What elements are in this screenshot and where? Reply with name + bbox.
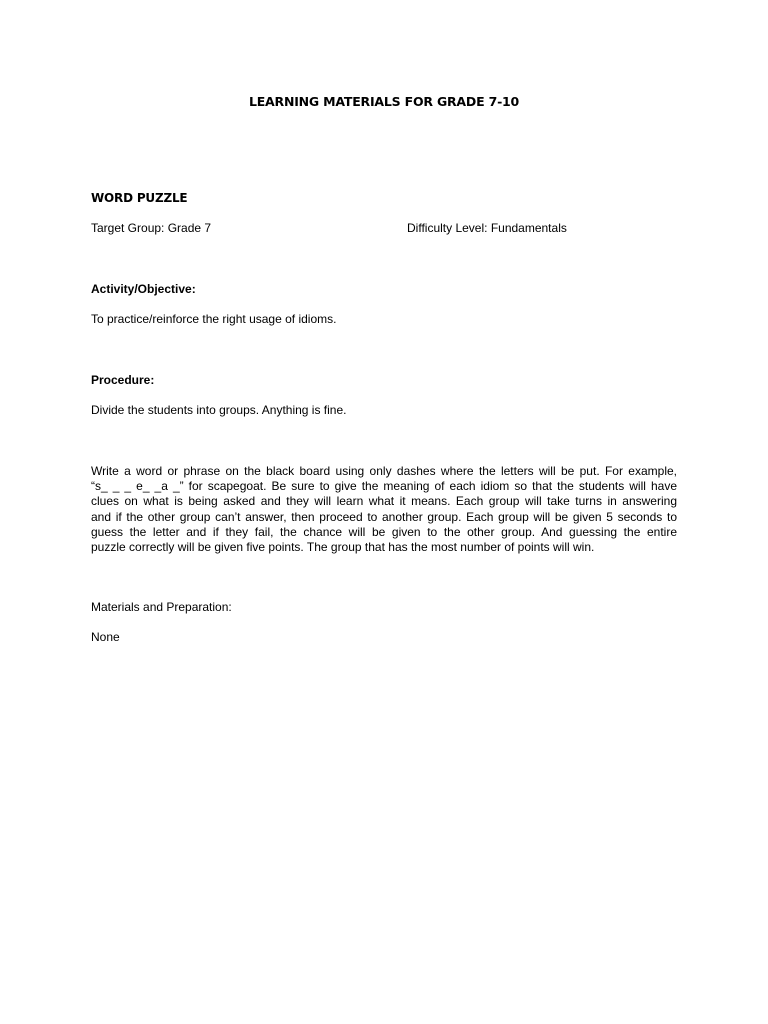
materials-heading: Materials and Preparation: [91,600,232,614]
paragraph-line: “s_ _ _ e_ _a _” for scapegoat. Be sure to give the meaning of each idiom so that the students will have [91,479,677,494]
paragraph-line: and if the other group can’t answer, then proceed to another group. Each group will be given 5 seconds to [91,509,677,524]
objective-text: To practice/reinforce the right usage of idioms. [91,312,337,326]
paragraph-line: Write a word or phrase on the black board using only dashes where the letters will be put. For example, [91,464,677,478]
paragraph-line: guess the letter and if they fail, the chance will be given to the other group. And guessing the entire [91,524,677,539]
procedure-heading: Procedure: [91,373,155,387]
target-group: Target Group: Grade 7 [91,221,212,235]
procedure-paragraph [91,464,677,555]
materials-text: None [91,630,120,644]
paragraph-line: puzzle correctly will be given five points. The group that has the most number of points will win. [91,540,595,555]
difficulty-level: Difficulty Level: Fundamentals [407,221,567,235]
section-title: WORD PUZZLE [91,191,188,205]
paragraph-line: clues on what is being asked and they will learn what it means. Each group will take turns in answering [91,494,677,509]
objective-heading: Activity/Objective: [91,282,196,296]
procedure-text: Divide the students into groups. Anything is fine. [91,403,347,417]
document-title: LEARNING MATERIALS FOR GRADE 7-10 [248,94,520,109]
